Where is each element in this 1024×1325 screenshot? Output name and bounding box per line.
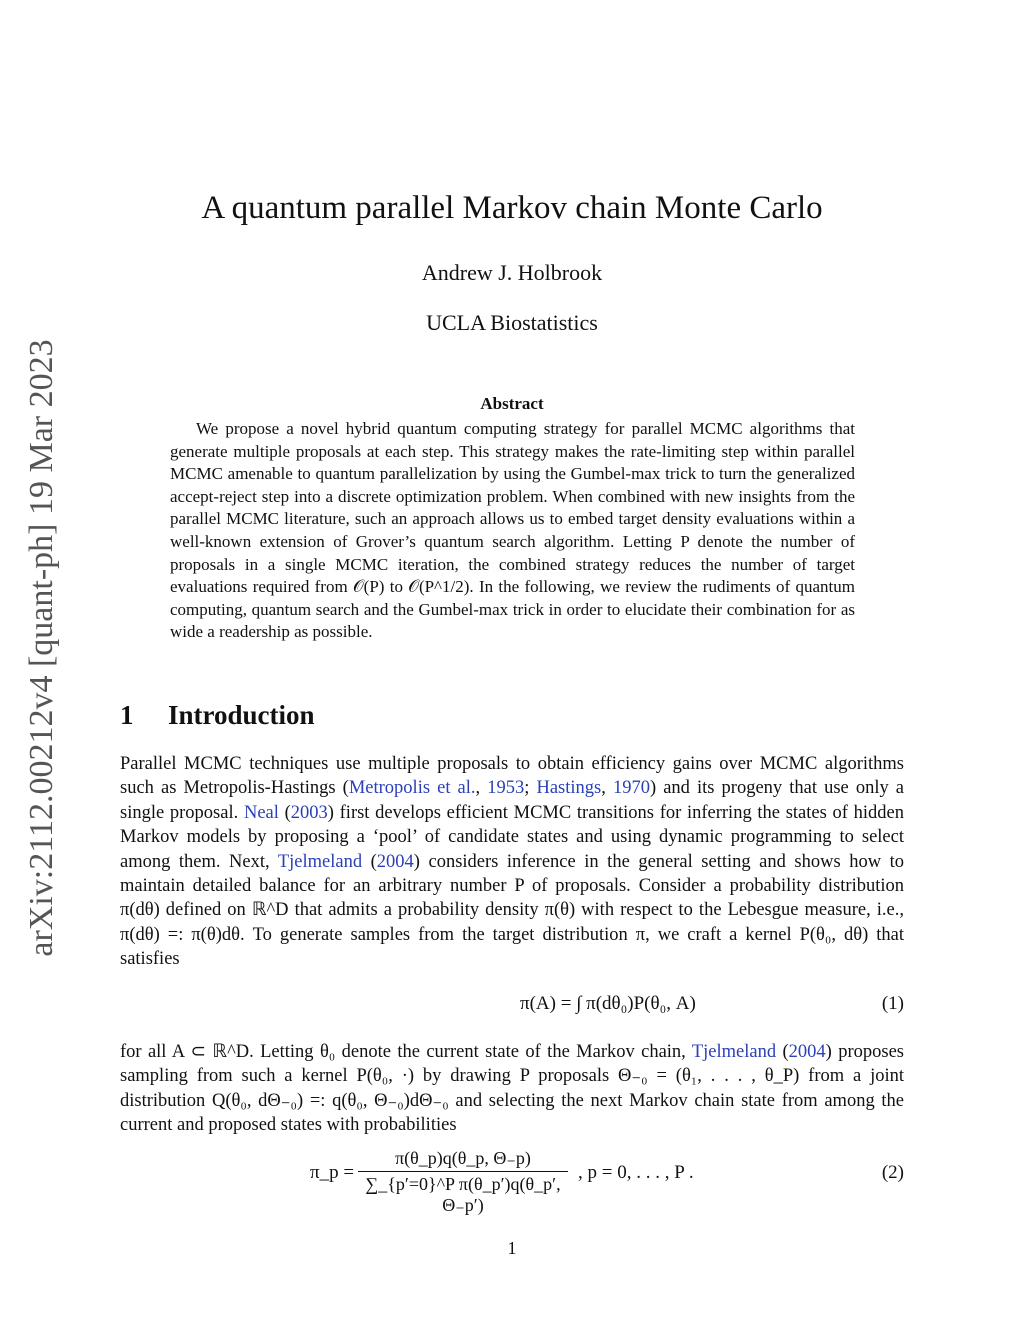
citation-link-neal[interactable]: Neal	[243, 802, 279, 823]
section-number: 1	[120, 700, 134, 730]
citation-link-hastings[interactable]: Hastings	[536, 778, 602, 799]
citation-link-metropolis[interactable]: Metropolis et al.	[348, 778, 476, 799]
arxiv-sidebar	[20, 338, 64, 958]
intro-paragraph-1: Parallel MCMC techniques use multiple proposals to obtain efficiency gains over MCMC algorithms such as Metropolis-Hastings (Metropolis et al., 1953; Hastings, 1970) and its progeny that use only a single proposal. Neal (2003) first develops efficient MCMC transitions for inferring the states of hidden Markov models by proposing a ‘pool’ of candidate states and using dynamic programming to select among them. Next, Tjelmeland (2004) considers inference in the general setting and shows how to maintain detailed balance for an arbitrary number P of proposals. Consider a probability distribution π(dθ) defined on ℝ^D that admits a probability density π(θ) with respect to the Lebesgue measure, i.e., π(dθ) =: π(θ)dθ. To generate samples from the target distribution π, we craft a kernel P(θ₀, dθ) that satisfies	[120, 754, 905, 970]
equation-2-number: (2)	[881, 1162, 904, 1183]
equation-2	[120, 1148, 904, 1215]
abstract-text: We propose a novel hybrid quantum computing strategy for parallel MCMC algorithms that generate multiple proposals at each step. This strategy makes the rate-limiting step within parallel MCMC amenable to quantum parallelization by using the Gumbel-max trick to turn the generalized accept-reject step into a discrete optimization problem. When combined with new insights from the parallel MCMC literature, such an approach allows us to embed target density evaluations within a well-known extension of Grover’s quantum search algorithm. Letting P denote the number of proposals in a single MCMC iteration, the combined strategy reduces the number of target evaluations required from 𝒪(P) to 𝒪(P^1/2). In the following, we review the rudiments of quantum computing, quantum search and the Gumbel-max trick in order to elucidate their combination for as wide a readership as possible.	[170, 419, 855, 642]
citation-link-tjelmeland-2[interactable]: Tjelmeland	[691, 1042, 777, 1062]
equation-2-denominator: ∑_{p′=0}^P π(θ_p′)q(θ_p′, Θ₋p′)	[365, 1174, 561, 1215]
abstract-heading: Abstract	[480, 394, 544, 413]
abstract-body	[170, 418, 855, 644]
citation-year-link-2003[interactable]: 2003	[290, 802, 328, 823]
equation-2-lhs: π_p =	[310, 1162, 355, 1183]
intro-paragraph-2: for all A ⊂ ℝ^D. Letting θ₀ denote the current state of the Markov chain, Tjelmeland (2004) proposes sampling from such a kernel P(θ₀, ·) by drawing P proposals Θ₋₀ = (θ₁, . . . , θ_P) from a joint distribution Q(θ₀, dΘ₋₀) =: q(θ₀, Θ₋₀)dΘ₋₀ and selecting the next Markov chain state from among the current and proposed states with probabilities	[120, 1042, 904, 1136]
equation-2-fraction	[358, 1148, 568, 1216]
equation-1-expression: π(A) = ∫ π(dθ₀)P(θ₀, A)	[520, 993, 696, 1014]
equation-2-numerator: π(θ_p)q(θ_p, Θ₋p)	[358, 1148, 568, 1172]
author-name: Andrew J. Holbrook	[421, 260, 603, 285]
equation-1	[120, 985, 904, 1025]
citation-link-tjelmeland[interactable]: Tjelmeland	[277, 851, 363, 872]
page-number: 1	[507, 1238, 517, 1258]
equation-2-rhs: , p = 0, . . . , P .	[578, 1162, 694, 1183]
author-affiliation: UCLA Biostatistics	[426, 310, 598, 335]
citation-year-link-1953[interactable]: 1953	[487, 778, 525, 799]
equation-1-number: (1)	[881, 993, 904, 1014]
arxiv-identifier: arXiv:2112.00212v4 [quant-ph] 19 Mar 2023	[23, 339, 60, 957]
paper-title: A quantum parallel Markov chain Monte Carlo	[201, 190, 823, 226]
citation-year-link-2004-2[interactable]: 2004	[788, 1042, 826, 1062]
section-title: Introduction	[168, 700, 315, 730]
citation-year-link-1970[interactable]: 1970	[612, 778, 650, 799]
citation-year-link-2004[interactable]: 2004	[376, 851, 414, 872]
section-heading	[120, 700, 315, 731]
